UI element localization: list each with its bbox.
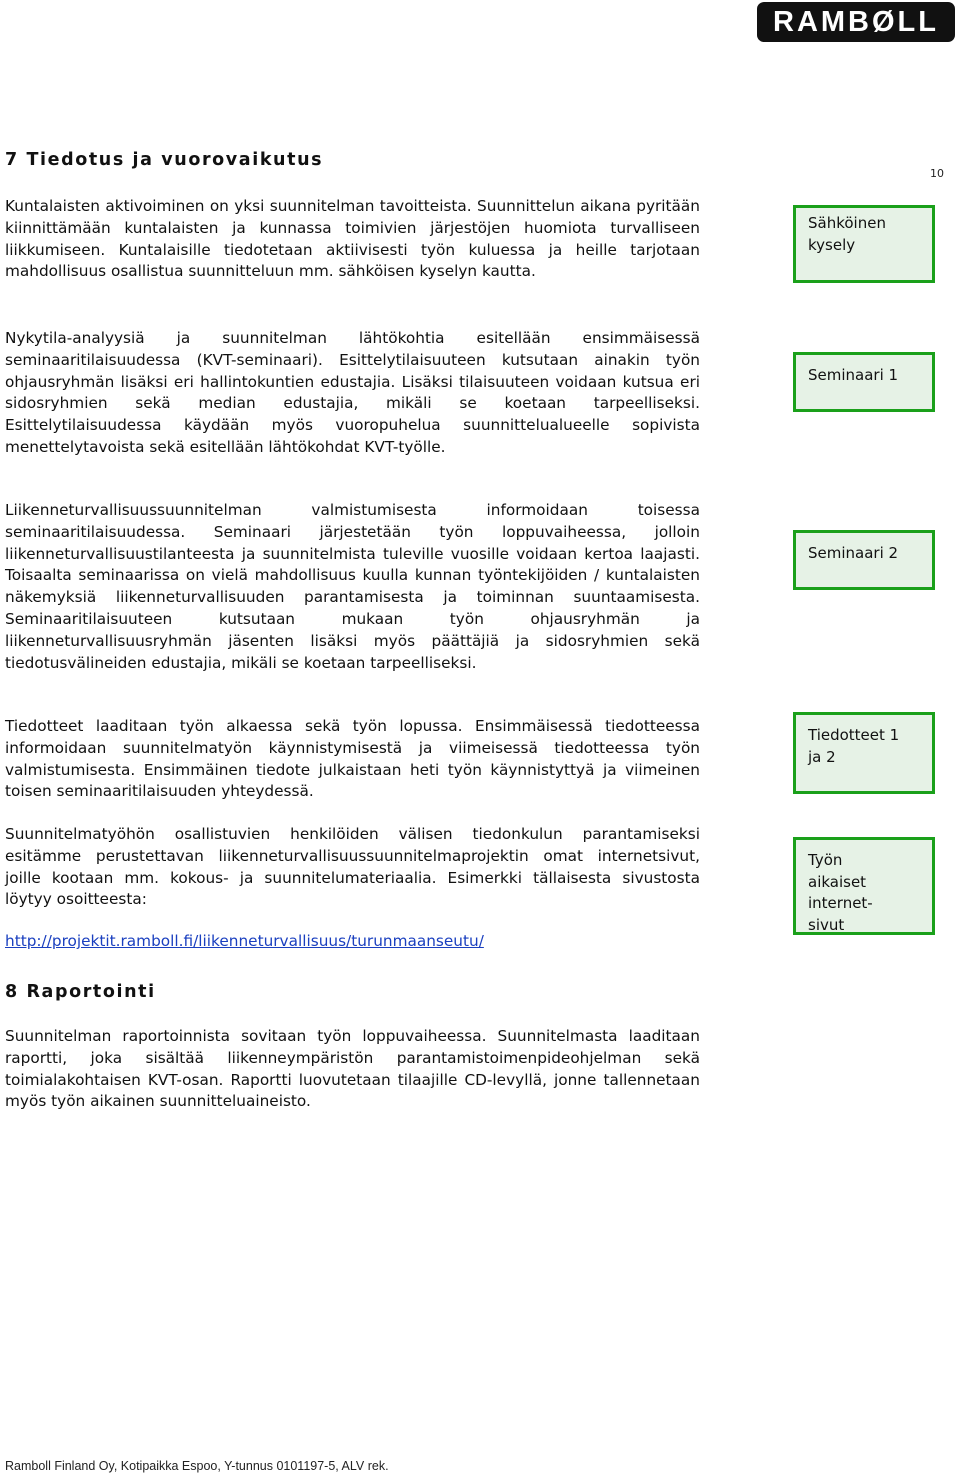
sidebox-label: Työn aikaiset internet-sivut	[808, 851, 873, 934]
section-heading-7: 7 Tiedotus ja vuorovaikutus	[5, 150, 324, 170]
sidebox-seminar-1	[793, 352, 935, 412]
paragraph-seminar-2: Liikenneturvallisuussuunnitelman valmistumisesta informoidaan toisessa seminaaritilaisuudessa. Seminaari järjestetään työn loppuvaiheessa, jolloin liikenneturvallisuustilanteesta ja suunnitelmista tuleville vuosille voidaan kertoa laajasti. Toisaalta seminaarissa on vielä mahdollisuus kuulla kunnan työntekijöiden / kuntalaisten näkemyksiä liikenneturvallisuuden parantamisesta ja toiminnan suuntaamisesta. Seminaaritilaisuuteen kutsutaan mukaan työn ohjausryhmän ja liikenneturvallisuusryhmän jäsenten lisäksi myös päättäjiä ja sidosryhmien sekä tiedotusvälineiden edustajia, mikäli se koetaan tarpeelliseksi.	[5, 501, 700, 672]
section-heading-8: 8 Raportointi	[5, 982, 156, 1002]
page-number: 10	[930, 167, 944, 180]
paragraph-reporting: Suunnitelman raportoinnista sovitaan työn loppuvaiheessa. Suunnitelmasta laaditaan raportti, joka sisältää liikenneympäristön parantamistoimenpideohjelman sekä toimialakohtaisen KVT-osan. Raportti luovutetaan tilaajille CD-levyllä, jonne tallennetaan myös työn aikainen suunnitteluaineisto.	[5, 1027, 700, 1111]
ramboll-logo: RAMBØLL	[757, 2, 955, 42]
project-website-link[interactable]: http://projektit.ramboll.fi/liikenneturvallisuus/turunmaanseutu/	[5, 932, 484, 950]
paragraph-web-pages: Suunnitelmatyöhön osallistuvien henkilöiden välisen tiedonkulun parantamiseksi esitämme perustettavan liikenneturvallisuussuunnitelmaprojektin omat internetsivut, joille kootaan mm. kokous- ja suunnitelumateriaalia. Esimerkki tällaisesta sivustosta löytyy osoitteesta:	[5, 825, 700, 909]
sidebox-label: Tiedotteet 1 ja 2	[808, 726, 900, 766]
paragraph-intro: Kuntalaisten aktivoiminen on yksi suunnitelman tavoitteista. Suunnittelun aikana pyritään kiinnittämään kuntalaisten ja kunnassa toimivien järjestöjen huomiota turvalliseen liikkumiseen. Kuntalaisille tiedotetaan aktiivisesti työn kuluessa ja heille tarjotaan mahdollisuus osallistua suunnitteluun mm. sähköisen kyselyn kautta.	[5, 197, 700, 281]
sidebox-seminar-2	[793, 530, 935, 590]
paragraph-seminar-1: Nykytila-analyysiä ja suunnitelman lähtökohtia esitellään ensimmäisessä seminaaritilaisuudessa (KVT-seminaari). Esittelytilaisuuteen kutsutaan ainakin työn ohjausryhmän lisäksi eri hallintokuntien edustajia. Lisäksi tilaisuuteen voidaan kutsua eri sidosryhmien sekä median edustajia, mikäli se koetaan tarpeelliseksi. Esittelytilaisuudessa käydään myös vuoropuhelua suunnittelualueelle sopivista menettelytavoista sekä esitellään lähtökohdat KVT-työlle.	[5, 329, 700, 456]
sidebox-label: Seminaari 2	[808, 544, 899, 562]
sidebox-internet-pages	[793, 837, 935, 935]
sidebox-electronic-survey	[793, 205, 935, 283]
page-footer: Ramboll Finland Oy, Kotipaikka Espoo, Y-tunnus 0101197-5, ALV rek.	[5, 1459, 389, 1473]
sidebox-label: Seminaari 1	[808, 366, 899, 384]
paragraph-bulletins: Tiedotteet laaditaan työn alkaessa sekä työn lopussa. Ensimmäisessä tiedotteessa informoidaan suunnitelmatyön käynnistymisestä ja viimeisessä tiedotteessa työn valmistumisesta. Ensimmäinen tiedote julkaistaan heti työn käynnistyttyä ja viimeinen toisen seminaaritilaisuuden yhteydessä.	[5, 717, 700, 801]
sidebox-bulletins	[793, 712, 935, 794]
sidebox-label: Sähköinen kysely	[808, 214, 886, 254]
